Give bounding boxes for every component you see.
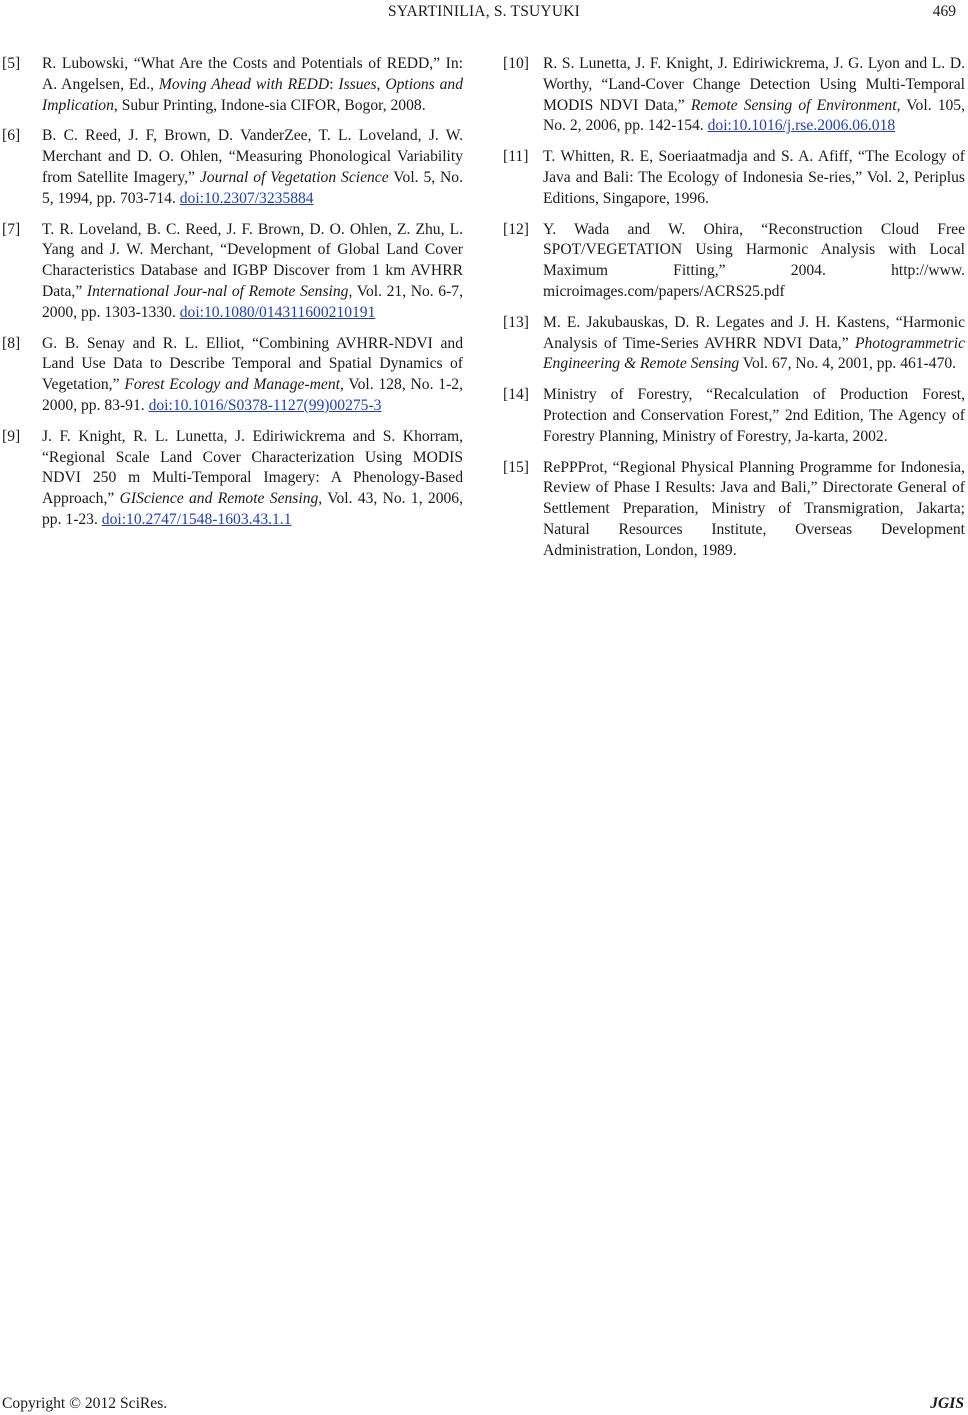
doi-link[interactable]: doi:10.1016/j.rse.2006.06.018: [707, 117, 896, 135]
reference-text: [543, 54, 965, 137]
reference-text: [42, 54, 463, 116]
reference-number: [15]: [503, 458, 529, 476]
reference-text-segment: , Vol. 43, No. 1, 2006, pp. 1-23.: [42, 490, 463, 528]
reference-text: [543, 147, 965, 209]
reference-item: [503, 313, 965, 375]
reference-text-segment: , Vol. 105, No. 2, 2006, pp. 142-154.: [543, 96, 965, 135]
doi-link[interactable]: doi:10.2307/3235884: [179, 189, 314, 207]
reference-number: [14]: [503, 386, 529, 404]
reference-text: [42, 334, 463, 417]
reference-text-segment: Y. Wada and W. Ohira, “Reconstruction Cloud Free SPOT/VEGETATION Using Harmonic Analysis with Local Maximum Fitting,” 2004. http://www. microimages.com/papers/ACRS25.pdf: [543, 220, 965, 300]
doi-link[interactable]: doi:10.1080/014311600210191: [179, 303, 376, 321]
reference-text-segment: T. R. Loveland, B. C. Reed, J. F. Brown, D. O. Ohlen, Z. Zhu, L. Yang and J. W. Merchant, “Development of Global Land Cover Characteristics Database and IGBP Discover from 1 km AVHRR Data,”: [42, 220, 463, 300]
references-left-column: [2, 54, 463, 541]
reference-number: [7]: [2, 220, 21, 238]
running-title: SYARTINILIA, S. TSUYUKI: [388, 3, 580, 20]
reference-number: [8]: [2, 334, 21, 352]
references-right-column: [503, 54, 965, 572]
reference-italic-title: Options and Implication: [42, 75, 464, 114]
reference-text-segment: B. C. Reed, J. F, Brown, D. VanderZee, T. L. Loveland, J. W. Merchant and D. O. Ohlen, “Measuring Phonological Variability from Satellite Imagery,”: [42, 127, 463, 186]
reference-text-segment: RePPProt, “Regional Physical Planning Programme for Indonesia, Review of Phase I Results: Java and Bali,” Directorate General of Settlement Preparation, Ministry of Transmigration, Jakarta; Natural Resources Institute, Overseas Development Administration, London, 1989.: [543, 458, 965, 559]
reference-item: [2, 54, 463, 116]
reference-text: [42, 427, 463, 531]
reference-italic-title: GIScience and Remote Sensing: [119, 490, 319, 508]
reference-item: [503, 147, 965, 209]
reference-italic-title: Issues: [338, 75, 377, 93]
reference-text-segment: J. F. Knight, R. L. Lunetta, J. Ediriwickrema and S. Khorram, “Regional Scale Land Cover Characterization Using MODIS NDVI 250 m Multi-Temporal Imagery: A Phenology-Based Approach,”: [42, 427, 463, 508]
reference-item: [2, 427, 463, 531]
reference-text: [543, 313, 965, 375]
reference-text-segment: G. B. Senay and R. L. Elliot, “Combining AVHRR-NDVI and Land Use Data to Describe Temporal and Spatial Dynamics of Vegetation,”: [42, 334, 463, 394]
reference-number: [9]: [2, 427, 21, 445]
reference-italic-title: Moving Ahead with REDD: [158, 75, 330, 93]
reference-text: [42, 220, 463, 324]
reference-text-segment: ,: [376, 75, 386, 93]
reference-text-segment: R. S. Lunetta, J. F. Knight, J. Ediriwickrema, J. G. Lyon and L. D. Worthy, “Land-Cover Change Detection Using Multi-Temporal MODIS NDVI Data,”: [543, 55, 965, 114]
reference-text-segment: M. E. Jakubauskas, D. R. Legates and J. H. Kastens, “Harmonic Analysis of Time-Series AVHRR NDVI Data,”: [543, 313, 965, 352]
reference-italic-title: Photogrammetric Engineering & Remote Sensing: [543, 334, 965, 373]
reference-number: [5]: [2, 55, 21, 72]
reference-number: [13]: [503, 313, 529, 331]
doi-link[interactable]: doi:10.2747/1548-1603.43.1.1: [101, 510, 292, 528]
reference-text-segment: , Subur Printing, Indone-sia CIFOR, Bogor, 2008.: [113, 96, 426, 114]
reference-italic-title: International Jour-nal of Remote Sensing: [86, 282, 349, 300]
reference-item: [2, 220, 463, 324]
reference-italic-title: Forest Ecology and Manage-ment: [124, 376, 340, 394]
journal-name: JGIS: [930, 1395, 964, 1412]
reference-item: [503, 220, 965, 303]
reference-item: [2, 126, 463, 209]
reference-text: [543, 385, 965, 447]
reference-item: [503, 458, 965, 562]
reference-item: [503, 385, 965, 447]
page-number: 469: [932, 3, 956, 20]
reference-number: [12]: [503, 220, 529, 238]
doi-link[interactable]: doi:10.1016/S0378-1127(99)00275-3: [148, 396, 382, 414]
reference-number: [6]: [2, 127, 21, 145]
reference-text-segment: T. Whitten, R. E, Soeriaatmadja and S. A. Afiff, “The Ecology of Java and Bali: The Ecology of Indonesia Se-ries,” Vol. 2, Periplus Editions, Singapore, 1996.: [543, 148, 965, 207]
reference-number: [11]: [503, 148, 529, 166]
reference-text-segment: , Vol. 21, No. 6-7, 2000, pp. 1303-1330.: [42, 282, 463, 321]
reference-text: [543, 220, 965, 303]
reference-item: [2, 334, 463, 417]
reference-text: [543, 458, 965, 562]
reference-text-segment: Ministry of Forestry, “Recalculation of Production Forest, Protection and Conservation Forest,” 2nd Edition, The Agency of Forestry Planning, Ministry of Forestry, Ja-karta, 2002.: [543, 386, 965, 445]
reference-text-segment: Vol. 67, No. 4, 2001, pp. 461-470.: [739, 355, 957, 373]
reference-item: [503, 54, 965, 137]
reference-text-segment: R. Lubowski, “What Are the Costs and Potentials of REDD,” In: A. Angelsen, Ed.,: [42, 55, 463, 93]
reference-italic-title: Remote Sensing of Environment: [690, 96, 897, 114]
reference-text-segment: Vol. 5, No. 5, 1994, pp. 703-714.: [42, 168, 463, 207]
copyright-notice: Copyright © 2012 SciRes.: [2, 1395, 168, 1412]
reference-italic-title: Journal of Vegetation Science: [199, 168, 389, 186]
reference-text-segment: :: [329, 75, 339, 93]
reference-number: [10]: [503, 55, 529, 72]
reference-text: [42, 126, 463, 209]
reference-text-segment: , Vol. 128, No. 1-2, 2000, pp. 83-91.: [42, 376, 463, 414]
